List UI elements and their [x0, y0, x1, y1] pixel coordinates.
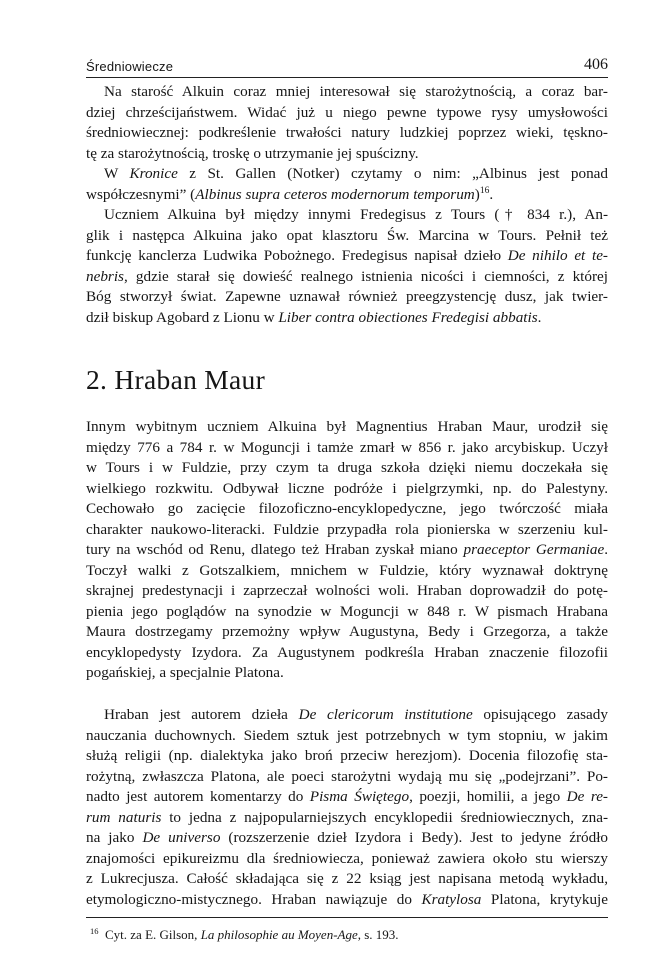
paragraph-fredegisus [86, 205, 608, 328]
text-line: Uczniem Alkuina był między innymi Fredegisus z Tours († 834 r.), An- [104, 206, 608, 223]
header-rule [86, 77, 608, 78]
text-line: wielkiego rozkwitu. Odbywał liczne podróże i pielgrzymki, np. do Palestyny. [86, 479, 608, 497]
text-line: Hraban jest autorem dzieła De clericorum institutione opisującego zasady [104, 706, 608, 723]
footnote-marker: 16 [90, 926, 99, 936]
text-line: W Kronice z St. Gallen (Notker) czytamy o nim: „Albinus jest ponad [104, 165, 608, 182]
paragraph-kronika [86, 164, 608, 205]
page-number: 406 [584, 56, 608, 73]
text-line: współczesnymi” (Albinus supra ceteros modernorum temporum)$^{16}$. [86, 185, 494, 203]
text-line: nauczania duchownych. Siedem sztuk jest potrzebnych w tym stopniu, w jakim [86, 726, 608, 744]
text-line: tę za starożytnością, troskę o utrzymanie jej spuścizny. [86, 144, 419, 162]
footnote: $^{16}$ Cyt. za E. Gilson, La philosophie au Moyen-Age, s. 193. [90, 926, 399, 942]
text-line: w Tours i w Fuldzie, przy czym ta druga szkoła dzięki niemu doczekała się [86, 459, 608, 476]
footnote-rule [86, 917, 608, 918]
running-title: Średniowiecze [86, 59, 174, 74]
text-line: znajomości epikureizmu dla średniowiecza, ponieważ zawiera około stu wierszy [86, 849, 608, 867]
text-line: rum naturis to jedna z najpopularniejszych encyklopedii średniowiecznych, zna- [86, 808, 608, 826]
text-line: z Lukrecjusza. Całość składająca się z 22 ksiąg jest napisana metodą wykładu, [86, 870, 608, 887]
book-page [86, 0, 608, 978]
text-line: na jako De universo (rozszerzenie dzieł Izydora i Bedy). Jest to jedyne źródło [86, 829, 609, 846]
text-line: glik i następca Alkuina jako opat klasztoru Św. Marcina w Tours. Pełnił też [86, 226, 608, 244]
page-header [86, 54, 608, 74]
text-line: średniowiecznej: podkreślenie trwałości natury ludzkiej poprzez wieki, tęskno- [86, 124, 608, 141]
text-line: pogańskiej, a specjalnie Platona. [86, 664, 284, 681]
paragraph-hraban-bio [86, 417, 608, 684]
text-line: rożytną, zwłaszcza Platona, ale poeci starożytni wydają mu się „podejrzani”. Po- [86, 767, 608, 785]
text-line: Cechowało go zacięcie filozoficzno-encyklopedyczne, jego twórczość miała [86, 500, 608, 517]
text-line: służą religii (np. dialektyka jako broń przeciw herezjom). Docenia filozofię sta- [86, 747, 608, 764]
text-line: między 776 a 784 r. w Moguncji i tamże zmarł w 856 r. jako arcybiskup. Uczył [86, 438, 608, 456]
paragraph-hraban-works [86, 705, 608, 910]
text-line: Innym wybitnym uczniem Alkuina był Magnentius Hraban Maur, urodził się [86, 418, 608, 435]
text-line: encyklopedysty Izydora. Za Augustynem podkreśla Hraban znaczenie filozofii [86, 643, 608, 661]
text-line: Toczył walki z Gotszalkiem, mnichem w Fuldzie, który wyznawał doktrynę [86, 561, 608, 579]
text-line: Bóg stworzył świat. Zapewne uznawał również preegzystencję dusz, jak twier- [86, 288, 608, 305]
text-line: Na starość Alkuin coraz mniej interesował się starożytnością, a coraz bar- [104, 83, 608, 100]
footnote-ref: 16 [479, 185, 490, 196]
text-line: etymologiczno-mistycznego. Hraban nawiązuje do Kratylosa Platona, krytykuje [86, 890, 608, 908]
text-line: pienia jego poglądów na synodzie w Moguncji w 848 r. W pismach Hrabana [86, 602, 608, 620]
text-line: Maura dostrzegamy przemożny wpływ Augustyna, Bedy i Grzegorza, a także [86, 623, 608, 640]
text-line: funkcję kanclerza Ludwika Pobożnego. Fredegisus napisał dzieło De nihilo et te- [86, 247, 608, 264]
text-line: nebris, gdzie starał się dowieść realnego istnienia nicości i ciemności, z której [86, 267, 608, 285]
text-line: nadto jest autorem komentarzy do Pisma Świętego, poezji, homilii, a jego De re- [86, 788, 608, 805]
paragraph-alkuin [86, 82, 608, 164]
text-line: skrajnej predestynacji i zaprzeczał wolności woli. Hraban doprowadził do potę- [86, 582, 608, 599]
text-line: dził biskup Agobard z Lionu w Liber contra obiectiones Fredegisi abbatis. [86, 308, 542, 326]
text-line: dziej chrześcijaństwem. Widać już u niego pewne typowe rysy umysłowości [86, 103, 608, 121]
text-line: tury na wschód od Renu, dlatego też Hraban zyskał miano praeceptor Germaniae. [86, 541, 609, 558]
text-line: charakter naukowo-literacki. Fuldzie przypadła rola pionierska w szerzeniu kul- [86, 520, 608, 538]
section-heading: 2. Hraban Maur [86, 364, 266, 395]
